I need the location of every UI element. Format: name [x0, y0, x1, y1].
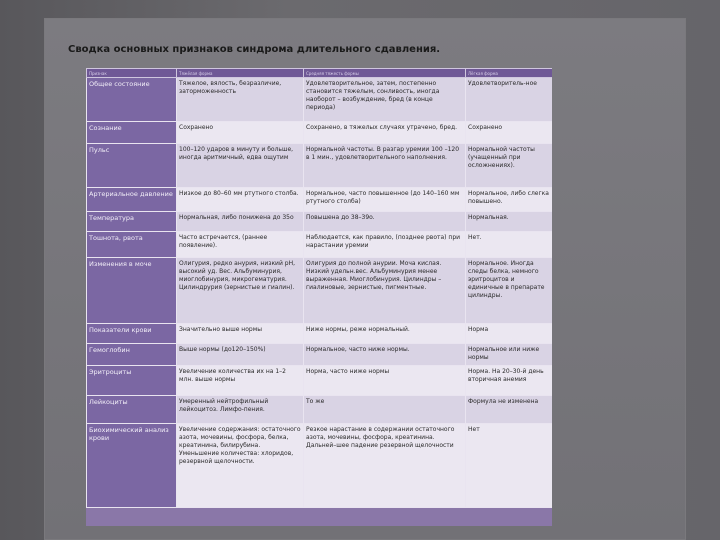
table-row	[87, 366, 553, 396]
severe-cell: Низкое до 80–60 мм ртутного столба.	[177, 188, 304, 212]
header-param: Признак	[87, 69, 177, 78]
severe-cell: Выше нормы (до120–150%)	[177, 344, 304, 366]
row-param-cell: Лейкоциты	[87, 396, 177, 424]
table-row	[87, 324, 553, 344]
row-param-cell: Пульс	[87, 144, 177, 188]
moderate-cell: Нормальное, часто ниже нормы.	[304, 344, 466, 366]
severe-cell: Значительно выше нормы	[177, 324, 304, 344]
table-row	[87, 188, 553, 212]
mild-cell: Норма. На 20–30-й день вторичная анемия	[466, 366, 553, 396]
severe-cell: Увеличение количества их на 1–2 млн. выше нормы	[177, 366, 304, 396]
severe-cell: Часто встречается, (раннее появление).	[177, 232, 304, 258]
mild-cell: Нормальное или ниже нормы	[466, 344, 553, 366]
header-mild: Лёгкая форма	[466, 69, 553, 78]
moderate-cell: Нормальное, часто повышенное (до 140–160 мм ртутного столба)	[304, 188, 466, 212]
table-row	[87, 258, 553, 324]
row-param-cell: Изменения в моче	[87, 258, 177, 324]
table-header-row	[87, 69, 553, 78]
moderate-cell: Нормальной частоты. В разгар уремии 100 –120 в 1 мин., удовлетворительного наполнения.	[304, 144, 466, 188]
table-row	[87, 144, 553, 188]
mild-cell: Норма	[466, 324, 553, 344]
mild-cell: Сохранено	[466, 122, 553, 144]
moderate-cell: Удовлетворительное, затем, постепенно становится тяжелым, сонливость, иногда наоборот – возбуждение, бред (в конце периода)	[304, 78, 466, 122]
severe-cell: 100–120 ударов в минуту и больше, иногда аритмичный, едва ощутим	[177, 144, 304, 188]
mild-cell: Нормальной частоты (учащенный при осложнениях).	[466, 144, 553, 188]
row-param-cell: Температура	[87, 212, 177, 232]
table-row	[87, 212, 553, 232]
severe-cell: Нормальная, либо понижена до 35о	[177, 212, 304, 232]
table-row	[87, 396, 553, 424]
row-param-cell: Показатели крови	[87, 324, 177, 344]
moderate-cell: Ниже нормы, реже нормальный.	[304, 324, 466, 344]
mild-cell: Формула не изменена	[466, 396, 553, 424]
moderate-cell: Повышена до 38–39о.	[304, 212, 466, 232]
moderate-cell: Олигурия до полной анурии. Моча кислая. Низкий удельн.вес. Альбуминурия менее выраженная. Миоглобинурия. Цилиндры – гиалиновые, зернистые, пигментные.	[304, 258, 466, 324]
table-row	[87, 232, 553, 258]
severe-cell: Увеличение содержания: остаточного азота, мочевины, фосфора, белка, креатинина, билирубина. Уменьшение количества: хлоридов, резервной щелочности.	[177, 424, 304, 508]
moderate-cell: Наблюдается, как правило, (позднее рвота) при нарастании уремии	[304, 232, 466, 258]
moderate-cell: То же	[304, 396, 466, 424]
severe-cell: Тяжелое, вялость, безразличие, заторможенность	[177, 78, 304, 122]
mild-cell: Нет	[466, 424, 553, 508]
header-moderate: Средняя тяжесть формы	[304, 69, 466, 78]
table-row	[87, 424, 553, 508]
summary-table-container	[86, 68, 552, 526]
severe-cell: Умеренный нейтрофильный лейкоцитоз. Лимфо-пения.	[177, 396, 304, 424]
row-param-cell: Артериальное давление	[87, 188, 177, 212]
table-row	[87, 122, 553, 144]
mild-cell: Нормальная.	[466, 212, 553, 232]
header-severe: Тяжёлая форма	[177, 69, 304, 78]
severe-cell: Сохранено	[177, 122, 304, 144]
row-param-cell: Тошнота, рвота	[87, 232, 177, 258]
row-param-cell: Гемоглобин	[87, 344, 177, 366]
mild-cell: Нет.	[466, 232, 553, 258]
moderate-cell: Норма, часто ниже нормы	[304, 366, 466, 396]
row-param-cell: Биохимический анализ крови	[87, 424, 177, 508]
mild-cell: Нормальное, либо слегка повышено.	[466, 188, 553, 212]
row-param-cell: Эритроциты	[87, 366, 177, 396]
mild-cell: Удовлетворитель-ное	[466, 78, 553, 122]
mild-cell: Нормальное. Иногда следы белка, немного эритроцитов и единичные в препарате цилиндры.	[466, 258, 553, 324]
severe-cell: Олигурия, редко анурия, низкий рН, высокий уд. Вес. Альбуминурия, миоглобинурия, микрогематурия. Цилиндрурия (зернистые и гиалин).	[177, 258, 304, 324]
table-row	[87, 78, 553, 122]
row-param-cell: Общее состояние	[87, 78, 177, 122]
moderate-cell: Резкое нарастание в содержании остаточного азота, мочевины, фосфора, креатинина. Дальней–шее падение резервной щелочности	[304, 424, 466, 508]
row-param-cell: Сознание	[87, 122, 177, 144]
table-row	[87, 344, 553, 366]
summary-table	[86, 68, 552, 508]
moderate-cell: Сохранено, в тяжелых случаях утрачено, бред.	[304, 122, 466, 144]
slide-title: Сводка основных признаков синдрома длительного сдавления.	[68, 44, 441, 55]
